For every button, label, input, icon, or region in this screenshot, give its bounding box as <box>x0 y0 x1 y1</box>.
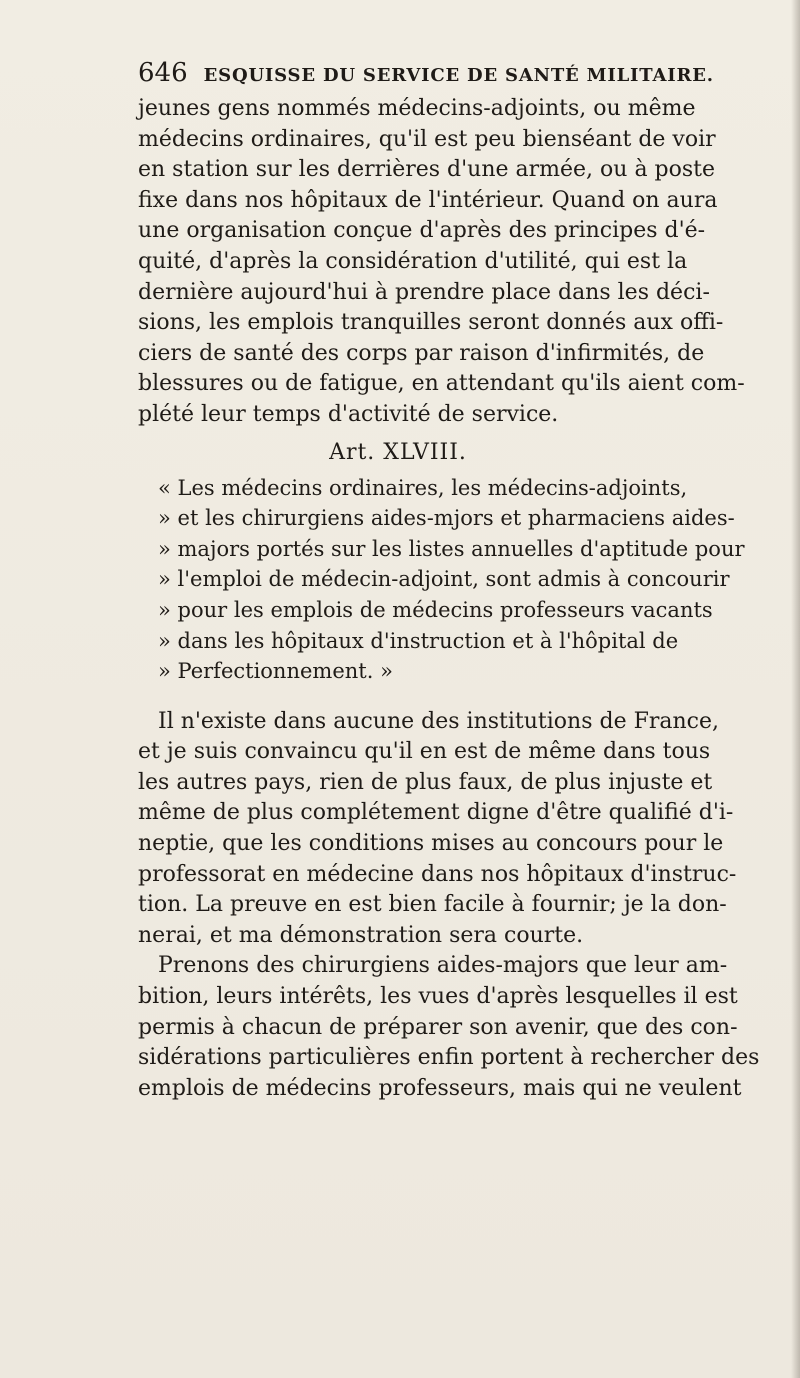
quoted-article <box>138 473 745 687</box>
text-line: et je suis convaincu qu'il en est de même dans tous <box>138 739 711 765</box>
text-line: Il n'existe dans aucune des institutions de France, <box>158 708 719 734</box>
text-line: sidérations particulières enfin portent à rechercher des <box>138 1045 760 1071</box>
quote-line: » pour les emplois de médecins professeurs vacants <box>158 597 713 622</box>
text-line: blessures ou de fatigue, en attendant qu'ils aient com- <box>138 371 745 397</box>
quote-line: » dans les hôpitaux d'instruction et à l'hôpital de <box>158 628 679 653</box>
text-line: jeunes gens nommés médecins-adjoints, ou même <box>138 96 696 121</box>
text-line: ciers de santé des corps par raison d'infirmités, de <box>138 340 705 366</box>
text-line: même de plus complétement digne d'être qualifié d'i- <box>138 800 734 826</box>
text-line: permis à chacun de préparer son avenir, que des con- <box>138 1014 738 1040</box>
paragraph-2 <box>138 707 737 952</box>
quote-line: » l'emploi de médecin-adjoint, sont admis à concourir <box>158 567 730 592</box>
text-line: une organisation conçue d'après des principes d'é- <box>138 218 706 244</box>
article-heading: Art. XLVIII. <box>329 439 467 465</box>
paragraph-gap <box>138 687 658 707</box>
text-line: médecins ordinaires, qu'il est peu bienséant de voir <box>138 126 716 152</box>
page-header <box>138 58 714 88</box>
quote-line: » et les chirurgiens aides-mjors et pharmaciens aides- <box>158 506 735 531</box>
text-line: nerai, et ma démonstration sera courte. <box>138 922 584 948</box>
quote-line: « Les médecins ordinaires, les médecins-adjoints, <box>158 475 688 500</box>
text-line: en station sur les derrières d'une armée, ou à poste <box>138 157 716 183</box>
page-edge-shadow <box>791 0 800 1378</box>
text-line: neptie, que les conditions mises au concours pour le <box>138 831 724 857</box>
text-line: sions, les emplois tranquilles seront donnés aux offi- <box>138 310 724 336</box>
text-line: emplois de médecins professeurs, mais qui ne veulent <box>138 1075 742 1101</box>
page-number: 646 <box>138 58 188 88</box>
running-head: ESQUISSE DU SERVICE DE SANTÉ MILITAIRE. <box>203 65 714 86</box>
text-line: quité, d'après la considération d'utilité, qui est la <box>138 248 688 274</box>
body-text <box>138 94 760 1104</box>
quote-line: » majors portés sur les listes annuelles d'aptitude pour <box>158 536 745 561</box>
quote-line: » Perfectionnement. » <box>158 659 393 684</box>
text-line: les autres pays, rien de plus faux, de plus injuste et <box>138 769 713 795</box>
paragraph-1 <box>138 94 745 431</box>
text-line: plété leur temps d'activité de service. <box>138 401 559 427</box>
text-line: fixe dans nos hôpitaux de l'intérieur. Quand on aura <box>138 187 718 213</box>
text-line: professorat en médecine dans nos hôpitaux d'instruc- <box>138 861 737 887</box>
paragraph-3 <box>138 951 760 1104</box>
page-content <box>138 58 760 1104</box>
text-line: bition, leurs intérêts, les vues d'après lesquelles il est <box>138 984 738 1010</box>
text-line: Prenons des chirurgiens aides-majors que leur am- <box>158 953 728 979</box>
text-line: dernière aujourd'hui à prendre place dans les déci- <box>138 279 710 305</box>
text-line: tion. La preuve en est bien facile à fournir; je la don- <box>138 892 727 918</box>
